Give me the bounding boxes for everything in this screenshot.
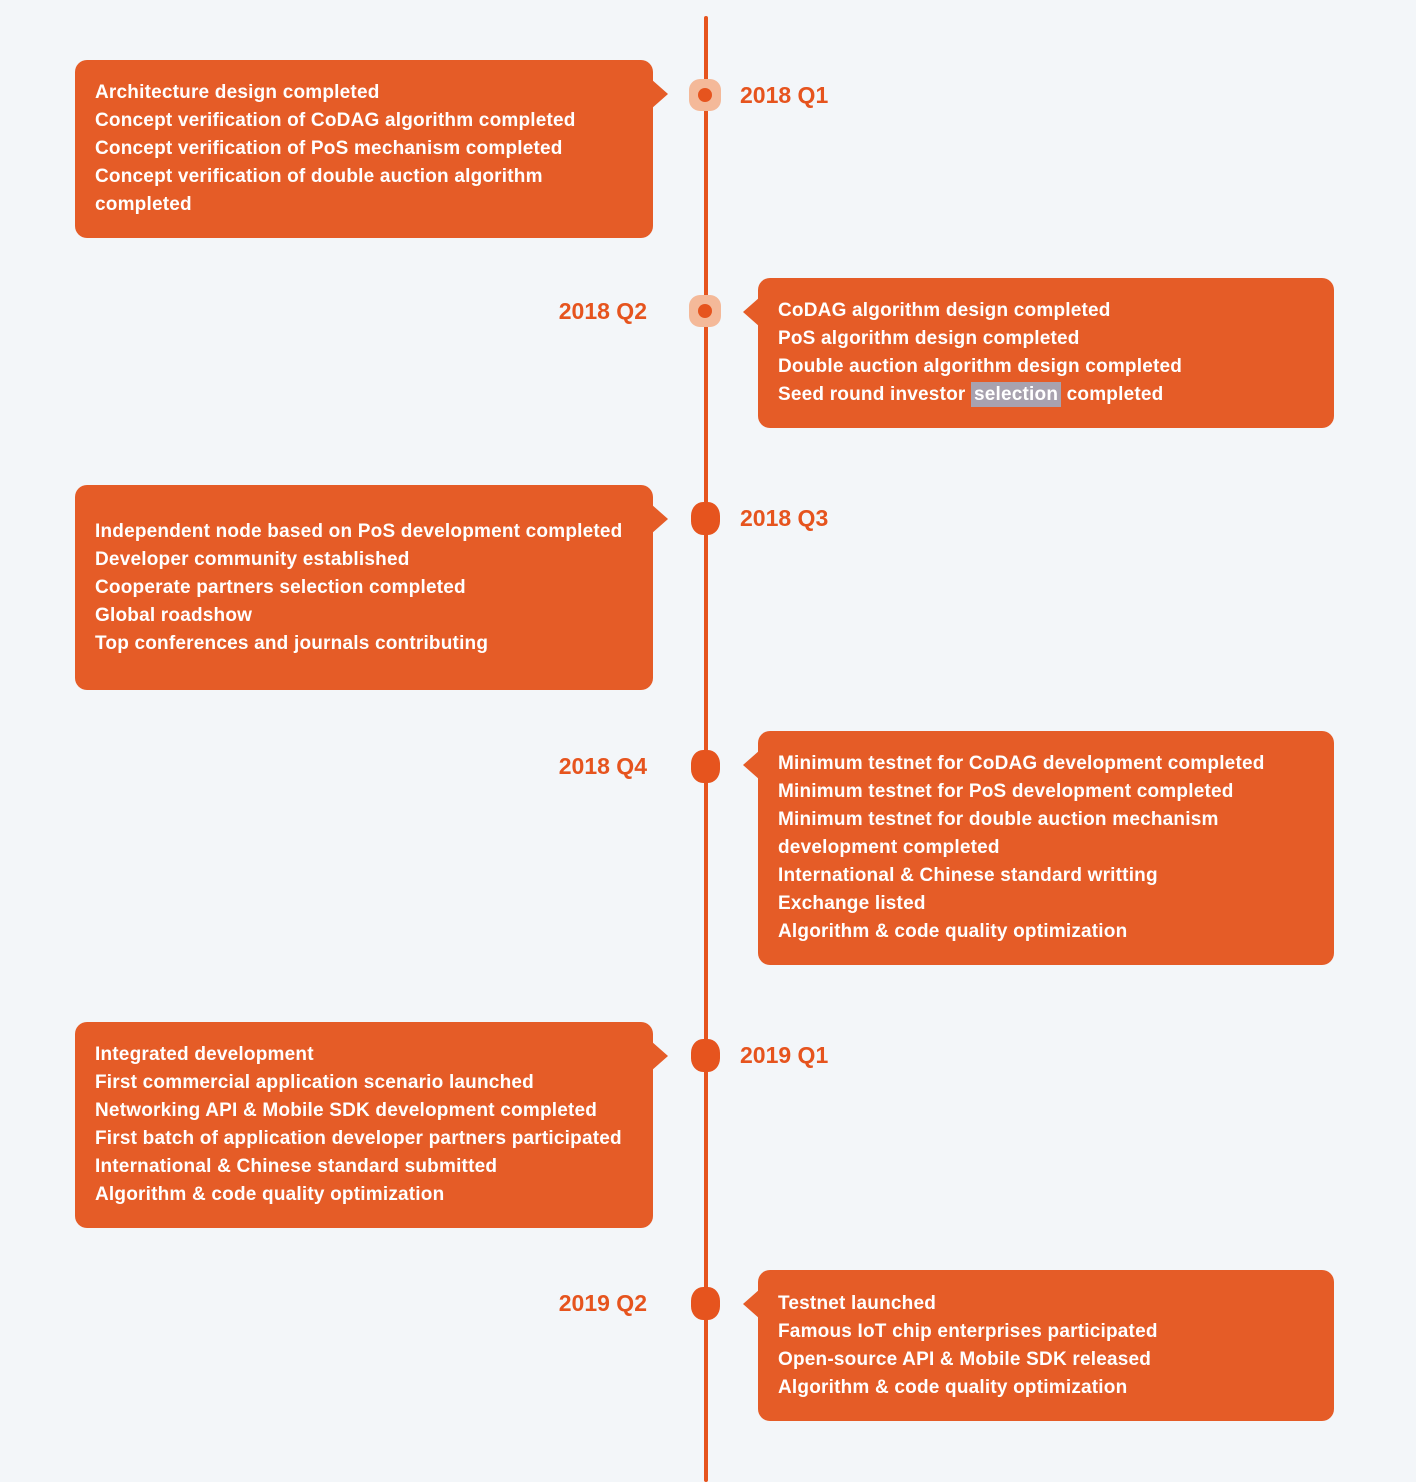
timeline-axis-line: [704, 16, 708, 1482]
timeline-dot: [691, 1039, 720, 1072]
timeline-card-2018-q4: [758, 731, 1334, 965]
card-pointer-icon: [651, 504, 668, 534]
timeline-card-2019-q2: [758, 1270, 1334, 1421]
timeline-item: Independent node based on PoS development completed: [95, 520, 623, 542]
timeline-card-2019-q1: [75, 1022, 653, 1228]
quarter-label-2019-q2: 2019 Q2: [558, 1290, 647, 1316]
timeline-item: Famous IoT chip enterprises participated: [778, 1320, 1158, 1342]
timeline-item-with-selection: [778, 381, 1314, 409]
timeline-item: Concept verification of double auction algorithm completed: [95, 166, 543, 215]
quarter-label-2018-q2: 2018 Q2: [558, 298, 647, 324]
timeline-item: Integrated development: [95, 1044, 314, 1065]
selected-text: selection: [971, 382, 1061, 407]
timeline-dot: [698, 304, 712, 318]
quarter-label-2018-q3: 2018 Q3: [740, 505, 829, 531]
timeline-item: Cooperate partners selection completed: [95, 576, 466, 598]
timeline-item: First batch of application developer partners participated: [95, 1128, 622, 1149]
timeline-item: Networking API & Mobile SDK development completed: [95, 1100, 598, 1121]
timeline-item: Developer community established: [95, 548, 410, 570]
timeline-item: Minimum testnet for PoS development completed: [778, 781, 1234, 802]
timeline-item: Concept verification of PoS mechanism completed: [95, 138, 563, 159]
card-pointer-icon: [743, 750, 760, 780]
card-pointer-icon: [651, 79, 668, 109]
timeline-dot: [698, 88, 712, 102]
timeline-item: Algorithm & code quality optimization: [778, 921, 1128, 942]
timeline-item: First commercial application scenario launched: [95, 1072, 534, 1093]
card-pointer-icon: [743, 1289, 760, 1319]
timeline-item: Minimum testnet for double auction mechanism development completed: [778, 809, 1219, 858]
timeline-item: Global roadshow: [95, 604, 253, 626]
timeline-item: Algorithm & code quality optimization: [95, 1184, 445, 1205]
quarter-label-2018-q1: 2018 Q1: [740, 82, 829, 108]
timeline-item: Architecture design completed: [95, 82, 380, 103]
timeline-item: Double auction algorithm design completed: [778, 356, 1183, 377]
timeline-item: Testnet launched: [778, 1292, 937, 1314]
card-pointer-icon: [743, 297, 760, 327]
timeline-item: CoDAG algorithm design completed: [778, 300, 1111, 321]
timeline-item: PoS algorithm design completed: [778, 328, 1080, 349]
timeline-item: Top conferences and journals contributing: [95, 632, 489, 654]
timeline-item: Concept verification of CoDAG algorithm completed: [95, 110, 576, 131]
timeline-dot: [691, 1287, 720, 1320]
timeline-card-2018-q2: [758, 278, 1334, 428]
item-text-pre: Seed round investor: [778, 384, 971, 405]
timeline-item: Open-source API & Mobile SDK released: [778, 1348, 1152, 1370]
timeline-dot: [691, 750, 720, 783]
timeline-item: Minimum testnet for CoDAG development completed: [778, 753, 1265, 774]
card-pointer-icon: [651, 1041, 668, 1071]
quarter-label-2019-q1: 2019 Q1: [740, 1042, 829, 1068]
timeline-card-2018-q3: [75, 485, 653, 690]
timeline-item: Exchange listed: [778, 893, 926, 914]
quarter-label-2018-q4: 2018 Q4: [558, 753, 647, 779]
timeline-item: Algorithm & code quality optimization: [778, 1376, 1128, 1398]
timeline-item: International & Chinese standard writting: [778, 865, 1158, 886]
item-text-post: completed: [1061, 384, 1164, 405]
timeline-dot: [691, 502, 720, 535]
timeline-dot-halo: [689, 79, 721, 111]
timeline-dot-halo: [689, 295, 721, 327]
timeline-item: International & Chinese standard submitted: [95, 1156, 498, 1177]
timeline-card-2018-q1: [75, 60, 653, 238]
